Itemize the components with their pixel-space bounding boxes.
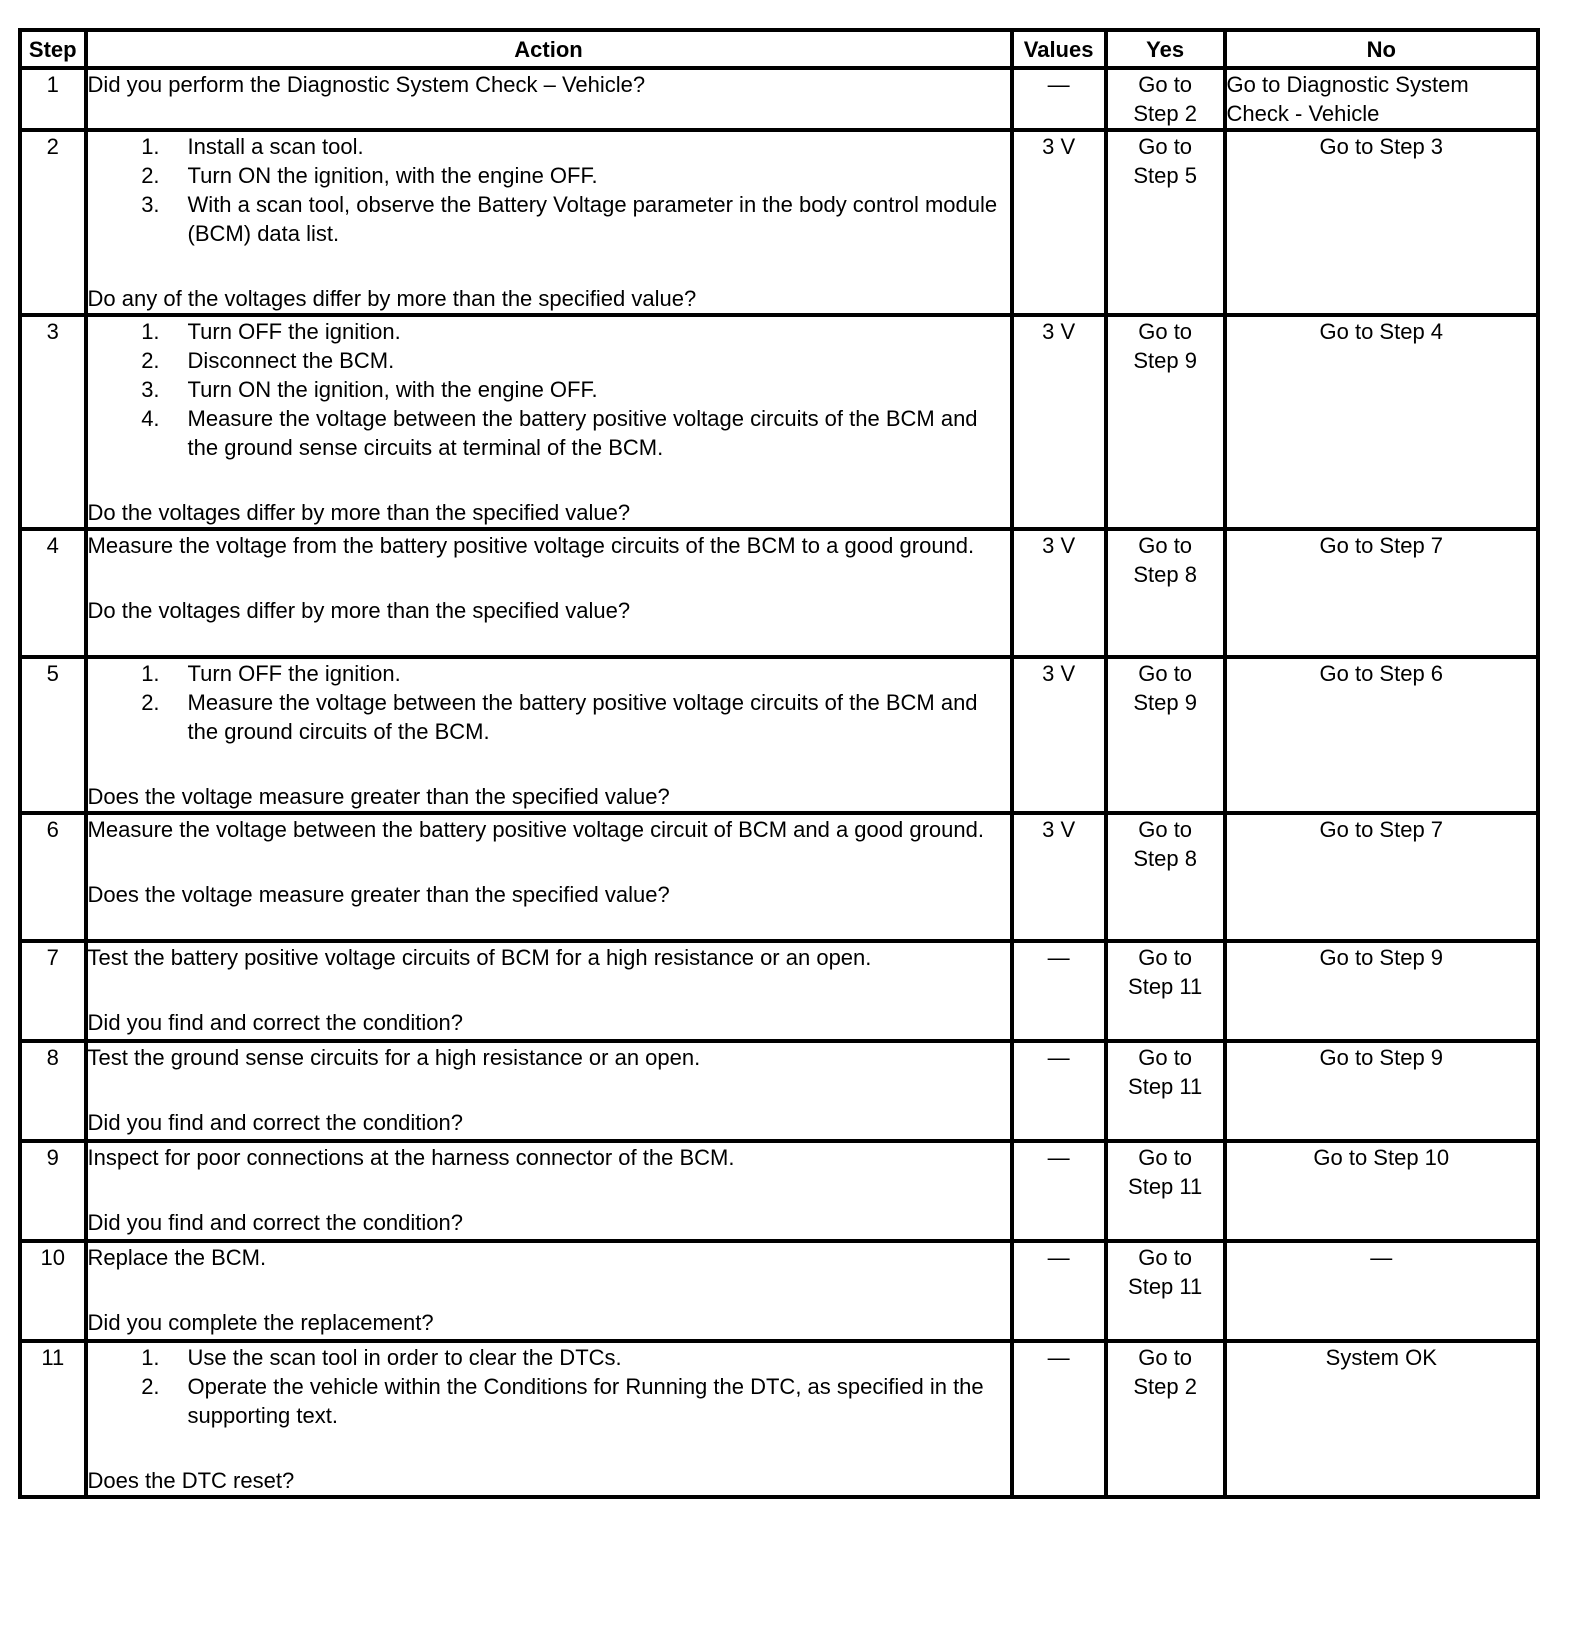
table-row bbox=[20, 1041, 1538, 1141]
yes-link: Go to Step 2 bbox=[1133, 72, 1197, 126]
action-cell bbox=[86, 1141, 1012, 1241]
header-yes: Yes bbox=[1106, 30, 1225, 68]
table-row bbox=[20, 529, 1538, 657]
list-item-text: Measure the voltage between the battery positive voltage circuits of the BCM and the ground sense circuits at terminal of the BCM. bbox=[187, 406, 978, 460]
table-row bbox=[20, 130, 1538, 315]
action-cell bbox=[86, 529, 1012, 657]
list-item bbox=[88, 161, 1010, 190]
value-cell: 3 V bbox=[1012, 529, 1106, 657]
step-number: 7 bbox=[20, 941, 86, 1041]
yes-cell bbox=[1106, 1241, 1225, 1341]
yes-cell bbox=[1106, 529, 1225, 657]
no-cell: Go to Step 4 bbox=[1225, 315, 1538, 529]
step-number: 4 bbox=[20, 529, 86, 657]
yes-link: Go to Step 8 bbox=[1133, 817, 1197, 871]
yes-cell bbox=[1106, 1341, 1225, 1497]
list-item bbox=[88, 1343, 1010, 1372]
value-cell: — bbox=[1012, 1041, 1106, 1141]
action-question: Did you find and correct the condition? bbox=[87, 1110, 463, 1135]
value-cell: — bbox=[1012, 1141, 1106, 1241]
table-body bbox=[20, 68, 1538, 1497]
action-instruction: Test the ground sense circuits for a high resistance or an open. bbox=[87, 1045, 701, 1070]
header-action: Action bbox=[86, 30, 1012, 68]
action-cell bbox=[86, 130, 1012, 315]
list-item bbox=[88, 688, 1010, 746]
list-item bbox=[88, 404, 1010, 462]
yes-cell bbox=[1106, 657, 1225, 813]
list-item bbox=[88, 190, 1010, 248]
step-number: 1 bbox=[20, 68, 86, 130]
no-cell: Go to Step 10 bbox=[1225, 1141, 1538, 1241]
yes-cell bbox=[1106, 1041, 1225, 1141]
list-item-number: 3. bbox=[141, 192, 160, 217]
value-cell: — bbox=[1012, 941, 1106, 1041]
list-item-text: With a scan tool, observe the Battery Voltage parameter in the body control module (BCM) data list. bbox=[187, 192, 998, 246]
action-instruction: Replace the BCM. bbox=[87, 1245, 267, 1270]
yes-link: Go to Step 11 bbox=[1128, 945, 1203, 999]
no-cell: Go to Step 9 bbox=[1225, 941, 1538, 1041]
list-item-text: Measure the voltage between the battery positive voltage circuits of the BCM and the ground circuits of the BCM. bbox=[187, 690, 978, 744]
action-question: Do the voltages differ by more than the specified value? bbox=[87, 598, 631, 623]
no-cell: System OK bbox=[1225, 1341, 1538, 1497]
list-item bbox=[88, 317, 1010, 346]
header-no: No bbox=[1225, 30, 1538, 68]
yes-link: Go to Step 11 bbox=[1128, 1245, 1203, 1299]
list-item-text: Turn OFF the ignition. bbox=[187, 661, 401, 686]
table-row bbox=[20, 1341, 1538, 1497]
action-question: Do the voltages differ by more than the specified value? bbox=[87, 500, 631, 525]
action-question: Did you find and correct the condition? bbox=[87, 1010, 463, 1035]
list-item-number: 2. bbox=[141, 690, 160, 715]
action-cell bbox=[86, 1241, 1012, 1341]
step-number: 2 bbox=[20, 130, 86, 315]
header-row bbox=[20, 30, 1538, 68]
no-cell: Go to Step 7 bbox=[1225, 529, 1538, 657]
action-question: Does the DTC reset? bbox=[87, 1468, 295, 1493]
yes-link: Go to Step 2 bbox=[1133, 1345, 1197, 1399]
action-cell bbox=[86, 657, 1012, 813]
table-row bbox=[20, 813, 1538, 941]
no-cell: Go to Step 3 bbox=[1225, 130, 1538, 315]
list-item-text: Use the scan tool in order to clear the DTCs. bbox=[187, 1345, 622, 1370]
step-number: 6 bbox=[20, 813, 86, 941]
action-cell bbox=[86, 1041, 1012, 1141]
yes-cell bbox=[1106, 130, 1225, 315]
action-question: Does the voltage measure greater than the specified value? bbox=[87, 882, 670, 907]
list-item-number: 1. bbox=[141, 319, 160, 344]
table-row bbox=[20, 657, 1538, 813]
list-item-text: Turn ON the ignition, with the engine OFF. bbox=[187, 377, 598, 402]
yes-cell bbox=[1106, 813, 1225, 941]
yes-link: Go to Step 11 bbox=[1128, 1145, 1203, 1199]
action-instruction: Measure the voltage from the battery positive voltage circuits of the BCM to a good ground. bbox=[87, 533, 975, 558]
action-cell bbox=[86, 68, 1012, 130]
step-number: 11 bbox=[20, 1341, 86, 1497]
yes-link: Go to Step 11 bbox=[1128, 1045, 1203, 1099]
yes-cell bbox=[1106, 941, 1225, 1041]
value-cell: 3 V bbox=[1012, 813, 1106, 941]
action-cell bbox=[86, 1341, 1012, 1497]
action-question: Do any of the voltages differ by more than the specified value? bbox=[87, 286, 697, 311]
list-item bbox=[88, 132, 1010, 161]
list-item-text: Install a scan tool. bbox=[187, 134, 364, 159]
yes-cell bbox=[1106, 315, 1225, 529]
list-item-text: Disconnect the BCM. bbox=[187, 348, 395, 373]
list-item-number: 2. bbox=[141, 163, 160, 188]
list-item-text: Turn OFF the ignition. bbox=[187, 319, 401, 344]
list-item-text: Turn ON the ignition, with the engine OFF. bbox=[187, 163, 598, 188]
action-steps-list bbox=[88, 317, 1010, 462]
list-item bbox=[88, 346, 1010, 375]
list-item bbox=[88, 659, 1010, 688]
yes-link: Go to Step 9 bbox=[1133, 319, 1197, 373]
list-item bbox=[88, 1372, 1010, 1430]
step-number: 9 bbox=[20, 1141, 86, 1241]
value-cell: — bbox=[1012, 68, 1106, 130]
list-item bbox=[88, 375, 1010, 404]
yes-link: Go to Step 9 bbox=[1133, 661, 1197, 715]
no-cell: — bbox=[1225, 1241, 1538, 1341]
table-row bbox=[20, 1141, 1538, 1241]
list-item-number: 1. bbox=[141, 661, 160, 686]
step-number: 5 bbox=[20, 657, 86, 813]
action-cell bbox=[86, 941, 1012, 1041]
step-number: 3 bbox=[20, 315, 86, 529]
yes-cell bbox=[1106, 1141, 1225, 1241]
value-cell: 3 V bbox=[1012, 657, 1106, 813]
yes-link: Go to Step 8 bbox=[1133, 533, 1197, 587]
no-cell: Go to Diagnostic System Check - Vehicle bbox=[1225, 68, 1538, 130]
action-steps-list bbox=[88, 1343, 1010, 1430]
action-question: Did you find and correct the condition? bbox=[87, 1210, 463, 1235]
action-question: Does the voltage measure greater than the specified value? bbox=[87, 784, 670, 809]
yes-link: Go to Step 5 bbox=[1133, 134, 1197, 188]
step-number: 10 bbox=[20, 1241, 86, 1341]
diagnostic-table bbox=[18, 28, 1540, 1499]
action-instruction: Measure the voltage between the battery positive voltage circuit of BCM and a good ground. bbox=[87, 817, 984, 842]
header-step: Step bbox=[20, 30, 86, 68]
list-item-number: 3. bbox=[141, 377, 160, 402]
list-item-number: 1. bbox=[141, 1345, 160, 1370]
header-values: Values bbox=[1012, 30, 1106, 68]
value-cell: — bbox=[1012, 1241, 1106, 1341]
action-steps-list bbox=[88, 132, 1010, 248]
list-item-number: 2. bbox=[141, 348, 160, 373]
list-item-number: 2. bbox=[141, 1374, 160, 1399]
no-cell: Go to Step 9 bbox=[1225, 1041, 1538, 1141]
action-question: Did you complete the replacement? bbox=[87, 1310, 434, 1335]
action-instruction: Did you perform the Diagnostic System Check – Vehicle? bbox=[87, 72, 646, 97]
value-cell: 3 V bbox=[1012, 130, 1106, 315]
action-instruction: Inspect for poor connections at the harness connector of the BCM. bbox=[87, 1145, 735, 1170]
action-cell bbox=[86, 813, 1012, 941]
table-row bbox=[20, 941, 1538, 1041]
action-steps-list bbox=[88, 659, 1010, 746]
list-item-number: 1. bbox=[141, 134, 160, 159]
action-instruction: Test the battery positive voltage circuits of BCM for a high resistance or an open. bbox=[87, 945, 872, 970]
list-item-number: 4. bbox=[141, 406, 160, 431]
table-row bbox=[20, 1241, 1538, 1341]
action-cell bbox=[86, 315, 1012, 529]
step-number: 8 bbox=[20, 1041, 86, 1141]
no-cell: Go to Step 7 bbox=[1225, 813, 1538, 941]
list-item-text: Operate the vehicle within the Conditions for Running the DTC, as specified in the supporting text. bbox=[187, 1374, 984, 1428]
value-cell: — bbox=[1012, 1341, 1106, 1497]
no-cell: Go to Step 6 bbox=[1225, 657, 1538, 813]
yes-cell bbox=[1106, 68, 1225, 130]
table-row bbox=[20, 68, 1538, 130]
table-row bbox=[20, 315, 1538, 529]
value-cell: 3 V bbox=[1012, 315, 1106, 529]
